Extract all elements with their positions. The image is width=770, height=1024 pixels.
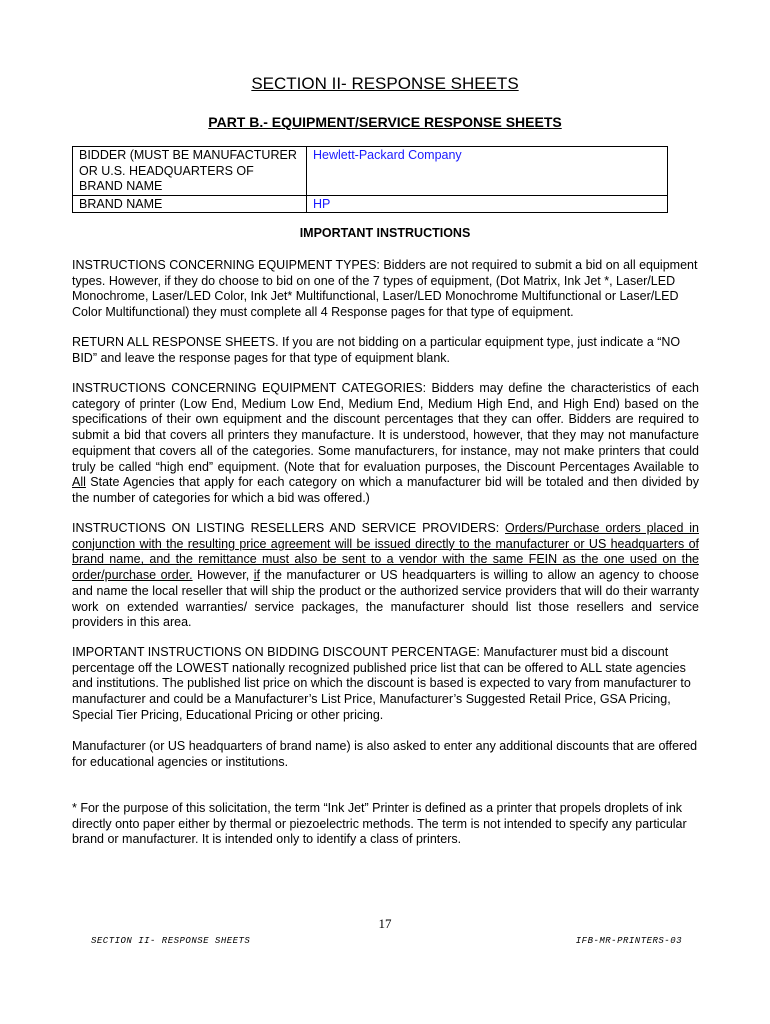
paragraph-text: INSTRUCTIONS CONCERNING EQUIPMENT TYPES: Bidders are not required to submit a bid on all equipment types. However, if they do choose to bid on one of the 7 types of equipment, (Dot Matrix, Ink Jet *, Laser/LED Monochrome, Laser/LED Color, Ink Jet* Multifunctional, Laser/LED Monochrome Multifunctional or Laser/LED Color Multifunctional) they must complete all 4 Response pages for that type of equipment.	[72, 258, 698, 320]
bidder-label: BIDDER (MUST BE MANUFACTURER OR U.S. HEADQUARTERS OF BRAND NAME	[73, 147, 307, 196]
paragraph-text: IMPORTANT INSTRUCTIONS ON BIDDING DISCOUNT PERCENTAGE: Manufacturer must bid a discount percentage off the LOWEST nationally recognized published price list that can be offered to ALL state agencies and institutions. The published list price on which the discount is based is expected to vary from manufacturer to manufacturer and could be a Manufacturer’s List Price, Manufacturer’s Suggested Retail Price, GSA Pricing, Special Tier Pricing, Educational Pricing or other pricing.	[72, 645, 691, 722]
footer-left: SECTION II- RESPONSE SHEETS	[91, 936, 251, 946]
brand-label: BRAND NAME	[73, 195, 307, 213]
underlined-if: if	[253, 568, 260, 583]
text-run: State Agencies that apply for each category on which a manufacturer bid will be totaled and then divided by the number of categories for which a bid was offered.)	[72, 475, 699, 505]
paragraph-text: Manufacturer (or US headquarters of brand name) is also asked to enter any additional discounts that are offered for educational agencies or institutions.	[72, 739, 698, 769]
paragraph-text: * For the purpose of this solicitation, the term “Ink Jet” Printer is defined as a printer that propels droplets of ink directly onto paper either by thermal or piezoelectric methods. The term is not intended to specify any particular brand or manufacturer. It is intended only to identify a class of printers.	[72, 801, 687, 847]
underlined-orders-text: Orders/Purchase orders placed in conjunction with the resulting price agreement will be issued directly to the manufacturer or US headquarters of brand name, and the remittance must also be sent to a vendor with the same FEIN as the one used on the order/purchase order.	[72, 521, 699, 583]
page-number: 17	[378, 916, 392, 931]
text-run: INSTRUCTIONS ON LISTING RESELLERS AND SERVICE PROVIDERS:	[72, 521, 506, 535]
section-title: SECTION II- RESPONSE SHEETS	[251, 74, 519, 93]
paragraph-text	[72, 381, 699, 507]
important-instructions-heading: IMPORTANT INSTRUCTIONS	[299, 226, 471, 240]
footer-right: IFB-MR-PRINTERS-03	[575, 936, 682, 946]
underlined-all: All	[72, 475, 86, 490]
paragraph-text	[72, 521, 699, 631]
paragraph-educational	[72, 739, 699, 770]
footnote-ink-jet	[72, 801, 699, 848]
bidder-table	[72, 146, 668, 213]
bidder-value[interactable]: Hewlett-Packard Company	[307, 147, 668, 196]
text-run: However,	[192, 568, 254, 583]
bidder-row	[73, 147, 668, 196]
paragraph-return-all	[72, 335, 699, 366]
brand-value[interactable]: HP	[307, 195, 668, 213]
text-run: INSTRUCTIONS CONCERNING EQUIPMENT CATEGORIES: Bidders may define the characteristics of each category of printer (Low End, Medium Low End, Medium End, Medium High End, and High End) based on the specifications of their own equipment and the discount percentages that they can offer. Bidders are required to submit a bid that covers all printers they manufacture. It is understood, however, that they may not manufacture equipment that covers all of the categories. Some manufacturers, for instance, may not make printers that could truly be called “high end” equipment. (Note that for evaluation purposes, the Discount Percentages Available to	[72, 381, 699, 474]
paragraph-equipment-categories	[72, 381, 699, 507]
paragraph-discount	[72, 645, 699, 724]
brand-row	[73, 195, 668, 213]
paragraph-equipment-types	[72, 258, 699, 321]
paragraph-resellers	[72, 521, 699, 631]
part-title: PART B.- EQUIPMENT/SERVICE RESPONSE SHEETS	[208, 114, 562, 130]
paragraph-text: RETURN ALL RESPONSE SHEETS. If you are not bidding on a particular equipment type, just indicate a “NO BID” and leave the response pages for that type of equipment blank.	[72, 335, 681, 365]
text-run: the manufacturer or US headquarters is willing to allow an agency to choose and name the local reseller that will ship the product or the authorized service providers that will do their warranty work on extended warranties/ service packages, the manufacturer should list those resellers and service providers in this area.	[72, 568, 699, 630]
